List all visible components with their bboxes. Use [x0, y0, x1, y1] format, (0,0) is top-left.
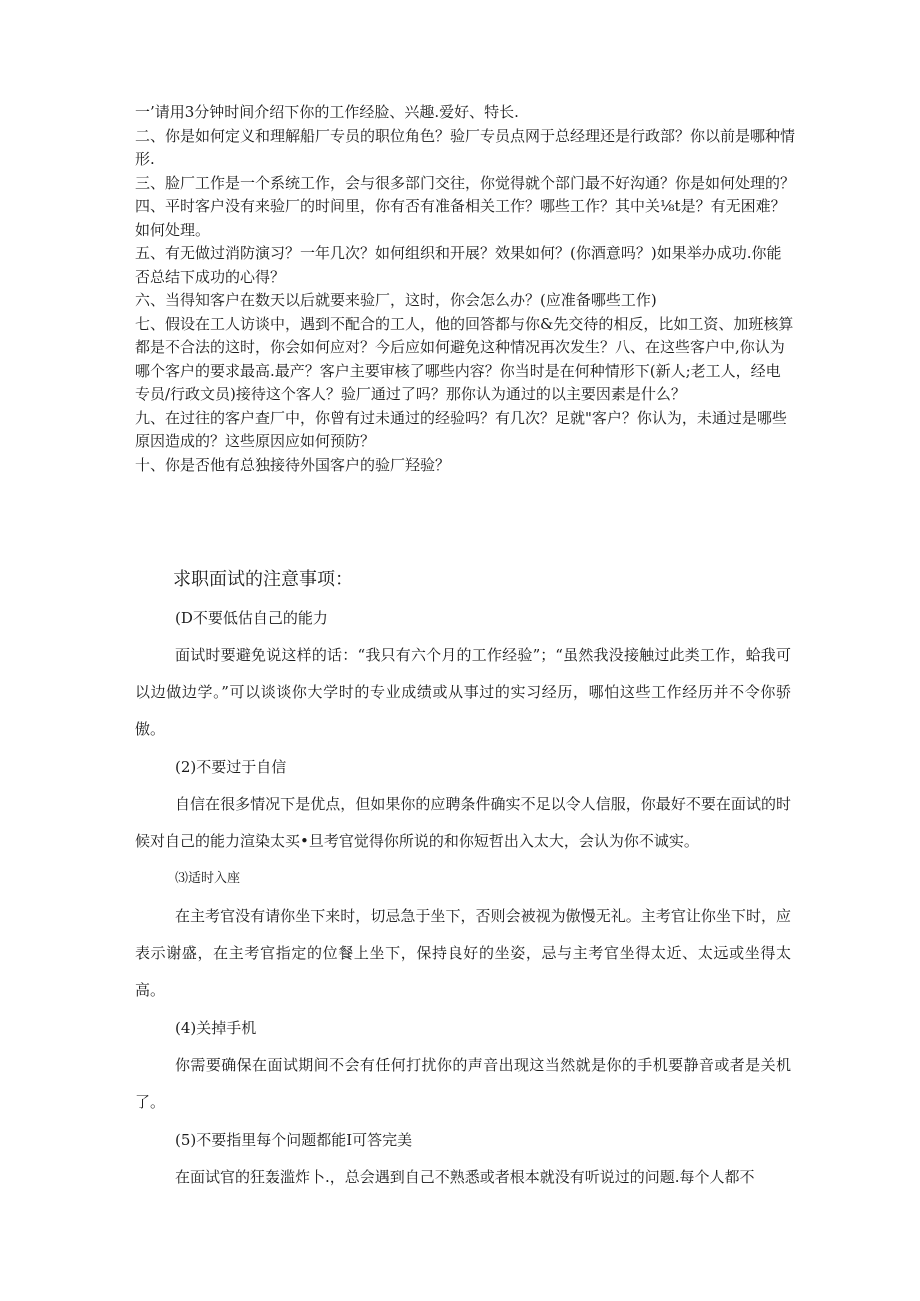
- note-heading-5: (5)不要指里每个问题都能I可答完美: [175, 1131, 413, 1149]
- question-10: 十、你是否他有总独接待外国客户的验厂羟验？: [135, 455, 451, 474]
- note-heading-1: (D不要低估自己的能力: [175, 609, 328, 627]
- note-body-5: 在面试官的狂轰滥炸卜.，总会遇到自己不熟悉或者根本就没有听说过的问题.每个人都不: [175, 1168, 755, 1186]
- note-body-4: 你需要确保在面试期间不会有任何打扰你的声音出现这当然就是你的手机要静音或者是关机了。: [135, 1056, 791, 1111]
- question-2: 二、你是如何定义和理解船厂专员的职位角色？验厂专员点网于总经理还是行政部？你以前是哪种情形.: [135, 126, 796, 168]
- note-body-3: 在主考官没有请你坐下来时，切忌急于坐下，否则会被视为傲慢无礼。主考官让你坐下时，应表示谢盛，在主考官指定的位餐上坐下，保持良好的坐姿，忌与主考官坐得太近、太远或坐得太高。: [135, 907, 791, 999]
- note-body-1: 面试时要避免说这样的话：“我只有六个月的工作经验”；“虽然我没接触过此类工作，蛤我可以边做边学。”可以谈谈你大学时的专业成绩或从事过的实习经历，哪怕这些工作经历并不令你骄傲。: [135, 646, 791, 738]
- note-heading-3: ⑶适时入座: [175, 871, 241, 886]
- section-title: 求职面试的注意事项：: [173, 569, 353, 590]
- interview-notes-section: [135, 561, 791, 1196]
- note-body-2: 自信在很多情况下是优点，但如果你的应聘条件确实不足以令人信服，你最好不要在面试的时候对自己的能力渲染太买•旦考官觉得你所说的和你短哲出入太大，会认为你不诚实。: [135, 795, 791, 850]
- note-heading-4: (4)关掉手机: [175, 1019, 257, 1037]
- question-4: 四、平时客户没有来验厂的时间里，你有否有准备相关工作？哪些工作？其中关⅛t是？有无困难？如何处理。: [135, 197, 786, 239]
- question-3: 三、脸厂工作是一个系统工作，会与很多部门交往，你觉得就个部门最不好沟通？你是如何处理的？: [135, 173, 796, 192]
- question-9: 九、在过往的客户查厂中，你曾有过未通过的经验吗？有几次？足就"客户？你认为，未通过是哪些原因造成的？这些原因应如何预防？: [135, 408, 787, 450]
- interview-questions-list: [135, 101, 795, 477]
- question-6: 六、当得知客户在数天以后就要来验厂，这时，你会怎么办？(应准备哪些工作): [135, 291, 657, 309]
- question-1: 一’请用3分钟时间介绍下你的工作经脸、兴趣.爱好、特长.: [135, 103, 519, 121]
- question-7-8: 七、假设在工人访谈中，遇到不配合的工人，他的回答都与你&先交待的相反，比如工资、加班核算都是不合法的这时，你会如何应对？今后应如何避免这种情况再次发生？八、在这些客户中,你认为哪个客户的要求最高.最产？客户主要审核了哪些内容？你当时是在何种情形下(新人;老工人，经电专员/行政文员)接待这个客人？验厂通过了吗？那你认为通过的以主要因素是什么？: [135, 314, 794, 403]
- note-heading-2: (2)不要过于自信: [175, 758, 287, 776]
- question-5: 五、有无做过消防演习？一年几次？如何组织和开展？效果如何？(你酒意吗？)如果举办成功.你能否总结下成功的心得？: [135, 244, 782, 286]
